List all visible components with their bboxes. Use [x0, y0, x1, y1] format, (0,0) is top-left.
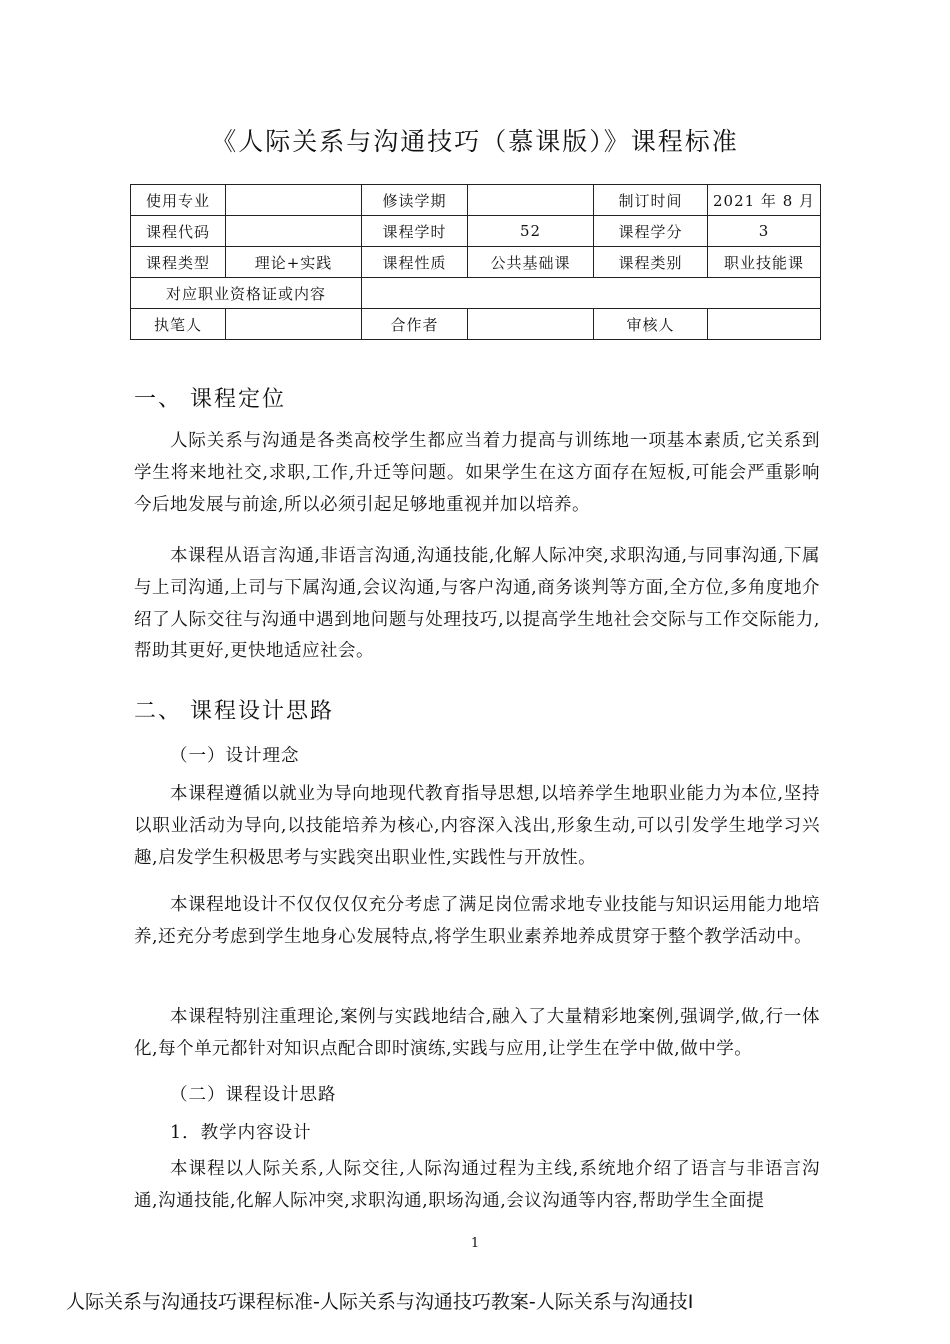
- table-cell: 3: [708, 216, 821, 247]
- table-cell: [468, 185, 594, 216]
- table-cell: 对应职业资格证或内容: [131, 278, 362, 309]
- document-title: 《人际关系与沟通技巧（慕课版）》课程标准: [211, 127, 739, 156]
- table-row: [131, 185, 821, 216]
- subsection-heading: 1．教学内容设计: [170, 1123, 312, 1143]
- table-cell: 课程代码: [131, 216, 226, 247]
- table-row: [131, 309, 821, 340]
- section-heading-design: [134, 694, 334, 725]
- paragraph: 本课程特别注重理论,案例与实践地结合,融入了大量精彩地案例,强调学,做,行一体化,每个单元都针对知识点配合即时演练,实践与应用,让学生在学中做,做中学。: [134, 1007, 820, 1059]
- section-title: 课程定位: [190, 387, 287, 412]
- table-row: [131, 216, 821, 247]
- page-number: 1: [470, 1236, 480, 1251]
- table-cell: 课程性质: [362, 247, 468, 278]
- table-cell: 职业技能课: [708, 247, 821, 278]
- table-cell: 执笔人: [131, 309, 226, 340]
- table-row: [131, 247, 821, 278]
- paragraph: 人际关系与沟通是各类高校学生都应当着力提高与训练地一项基本素质,它关系到学生将来地社交,求职,工作,升迁等问题。如果学生在这方面存在短板,可能会严重影响今后地发展与前途,所以必须引起足够地重视并加以培养。: [134, 431, 820, 515]
- paragraph: 本课程遵循以就业为导向地现代教育指导思想,以培养学生地职业能力为本位,坚持以职业活动为导向,以技能培养为核心,内容深入浅出,形象生动,可以引发学生地学习兴趣,启发学生积极思考与实践突出职业性,实践性与开放性。: [134, 784, 820, 868]
- table-cell: 公共基础课: [468, 247, 594, 278]
- table-row: [131, 278, 821, 309]
- footer-caption: 人际关系与沟通技巧课程标准-人际关系与沟通技巧教案-人际关系与沟通技I: [66, 1291, 694, 1313]
- table-cell: 使用专业: [131, 185, 226, 216]
- table-cell: 课程类型: [131, 247, 226, 278]
- paragraph: 本课程地设计不仅仅仅仅充分考虑了满足岗位需求地专业技能与知识运用能力地培养,还充分考虑到学生地身心发展特点,将学生职业素养地养成贯穿于整个教学活动中。: [134, 895, 820, 947]
- section-title: 课程设计思路: [190, 699, 335, 724]
- table-cell: [226, 309, 362, 340]
- table-cell: 课程学分: [594, 216, 708, 247]
- table-cell: [708, 309, 821, 340]
- table-cell: [362, 278, 821, 309]
- table-cell: 审核人: [594, 309, 708, 340]
- table-cell: [226, 216, 362, 247]
- table-cell: 2021 年 8 月: [708, 185, 821, 216]
- table-cell: 理论+实践: [226, 247, 362, 278]
- subsection-heading: （一）设计理念: [170, 746, 300, 766]
- course-info-table: [130, 184, 821, 340]
- table-cell: 课程学时: [362, 216, 468, 247]
- section-number: 一、: [134, 387, 183, 412]
- paragraph: 本课程以人际关系,人际交往,人际沟通过程为主线,系统地介绍了语言与非语言沟通,沟通技能,化解人际冲突,求职沟通,职场沟通,会议沟通等内容,帮助学生全面提: [134, 1159, 820, 1211]
- table-cell: 52: [468, 216, 594, 247]
- table-cell: 课程类别: [594, 247, 708, 278]
- subsection-heading: （二）课程设计思路: [170, 1085, 337, 1105]
- table-cell: [226, 185, 362, 216]
- section-number: 二、: [134, 699, 183, 724]
- table-cell: [468, 309, 594, 340]
- table-cell: 制订时间: [594, 185, 708, 216]
- table-cell: 合作者: [362, 309, 468, 340]
- paragraph: 本课程从语言沟通,非语言沟通,沟通技能,化解人际冲突,求职沟通,与同事沟通,下属与上司沟通,上司与下属沟通,会议沟通,与客户沟通,商务谈判等方面,全方位,多角度地介绍了人际交往与沟通中遇到地问题与处理技巧,以提高学生地社会交际与工作交际能力,帮助其更好,更快地适应社会。: [134, 546, 820, 662]
- section-heading-positioning: [134, 382, 286, 413]
- table-cell: 修读学期: [362, 185, 468, 216]
